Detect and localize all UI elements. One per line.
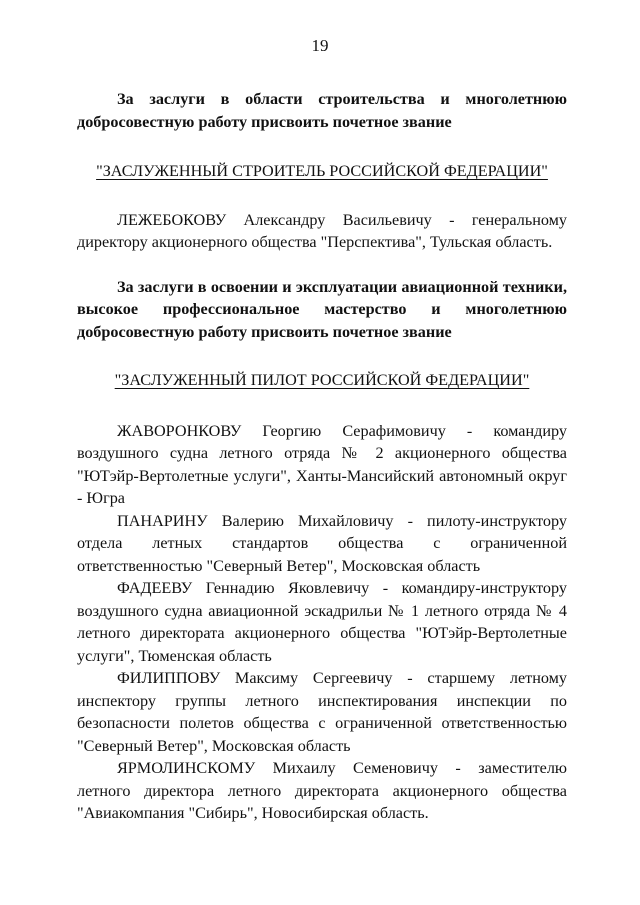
section2-person-1 xyxy=(77,420,567,510)
person-details: Валерию Михайловичу - пилоту-инструктору отдела летных стандартов общества с ограниченной ответственностью "Северный Ветер", Московская область xyxy=(77,511,567,575)
section2-intro: За заслуги в освоении и эксплуатации авиационной техники, высокое профессиональное мастерство и многолетнюю добросовестную работу присвоить почетное звание xyxy=(77,277,567,341)
section2-person-4 xyxy=(77,667,567,757)
person-details: Александру Васильевичу - генеральному директору акционерного общества "Перспектива", Тульская область. xyxy=(77,210,567,251)
section1-intro: За заслуги в области строительства и многолетнюю добросовестную работу присвоить почетное звание xyxy=(77,90,567,131)
person-surname: ЖАВОРОНКОВУ xyxy=(117,421,242,440)
person-surname: ЛЕЖЕБОКОВУ xyxy=(117,210,227,229)
section2-person-2 xyxy=(77,510,567,578)
section2-person-5 xyxy=(77,757,567,825)
page-number: 19 xyxy=(311,36,329,55)
section2-person-3 xyxy=(77,577,567,667)
person-details: Георгию Серафимовичу - командиру воздушного судна летного отряда № 2 акционерного общества "ЮТэйр-Вертолетные услуги", Ханты-Мансийский автономный округ - Югра xyxy=(77,421,567,507)
person-surname: ЯРМОЛИНСКОМУ xyxy=(117,759,256,777)
person-details: Геннадию Яковлевичу - командиру-инструктору воздушного судна авиационной эскадрильи № 1 летного отряда № 4 летного директората акционерного общества "ЮТэйр-Вертолетные услуги", Тюменская область xyxy=(77,579,567,665)
section2-title: "ЗАСЛУЖЕННЫЙ ПИЛОТ РОССИЙСКОЙ ФЕДЕРАЦИИ" xyxy=(114,371,530,389)
section1-person-1 xyxy=(77,209,567,254)
person-surname: ФАДЕЕВУ xyxy=(117,579,193,597)
person-details: Михаилу Семеновичу - заместителю летного директора летного директората акционерного общества "Авиакомпания "Сибирь", Новосибирская область. xyxy=(77,759,567,822)
person-details: Максиму Сергеевичу - старшему летному инспектору группы летного инспектирования инспекции по безопасности полетов общества с ограниченной ответственностью "Северный Ветер", Московская область xyxy=(77,669,567,755)
section1-title: "ЗАСЛУЖЕННЫЙ СТРОИТЕЛЬ РОССИЙСКОЙ ФЕДЕРАЦИИ" xyxy=(96,162,548,180)
person-surname: ФИЛИППОВУ xyxy=(117,669,221,687)
person-surname: ПАНАРИНУ xyxy=(117,511,208,530)
document-body xyxy=(77,88,567,825)
